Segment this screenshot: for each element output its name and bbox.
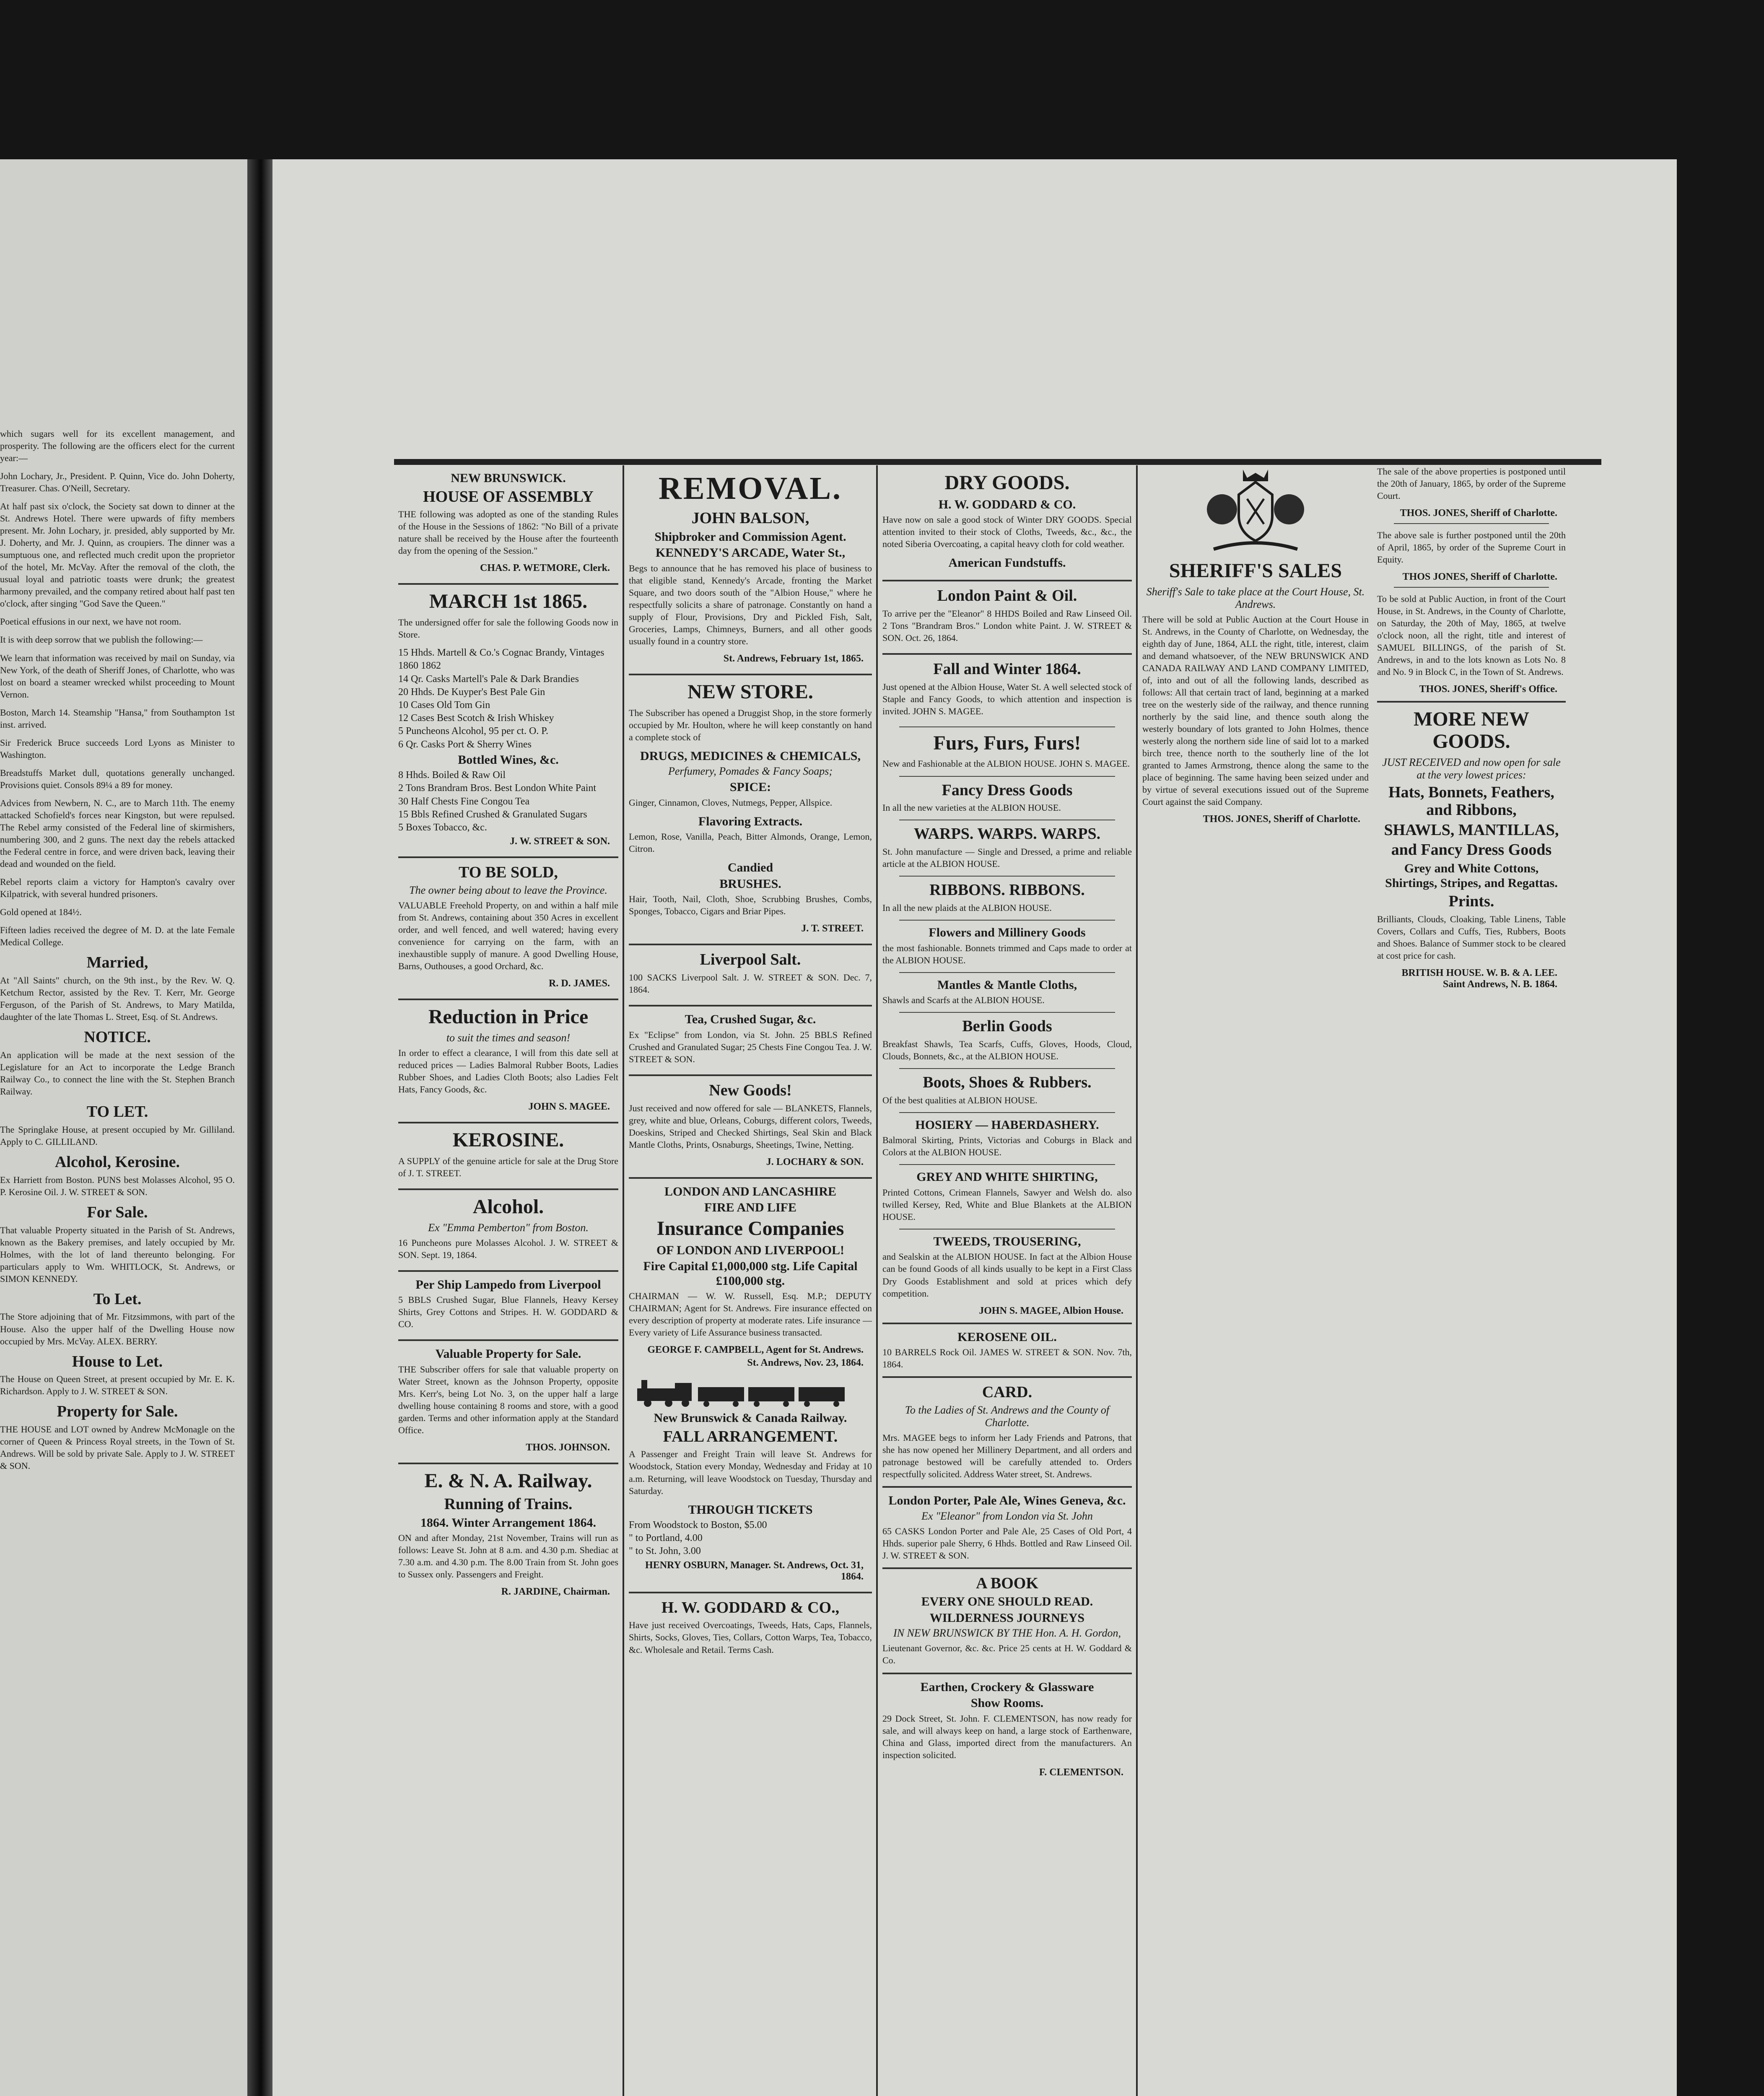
goddard-ad — [629, 1599, 872, 1656]
warps-heading: WARPS. WARPS. WARPS. — [913, 825, 1101, 843]
flowers-text: the most fashionable. Bonnets trimmed and Caps made to order at the ALBION HOUSE. — [882, 942, 1132, 965]
hosiery-text: Balmoral Skirting, Prints, Victorias and Coburgs in Black and Colors at the ALBION HOUSE. — [882, 1135, 1132, 1158]
wilderness-sub: IN NEW BRUNSWICK BY THE Hon. A. H. Gordon, — [893, 1627, 1121, 1639]
notice-heading: NOTICE. — [84, 1028, 151, 1046]
boots-text: Of the best qualities at ALBION HOUSE. — [882, 1095, 1038, 1105]
left-paragraph: Sir Frederick Bruce succeeds Lord Lyons as Minister to Washington. — [0, 737, 235, 760]
alcohol-heading: Alcohol, Kerosine. — [54, 1153, 180, 1171]
thin-separator — [899, 876, 1115, 877]
tea-text: Ex "Eclipse" from London, via St. John. 25 BBLS Refined Crushed and Granulated Sugar; 25 Chests Fine Congou Tea. J. W. STREET & SON. — [629, 1029, 872, 1064]
alcohol-sub: Ex "Emma Pemberton" from Boston. — [428, 1221, 589, 1234]
balson-sub: Shipbroker and Commission Agent. — [654, 529, 846, 544]
page-gutter — [247, 159, 272, 2096]
brushes-signature: J. T. STREET. — [801, 923, 864, 934]
fares-heading: THROUGH TICKETS — [688, 1502, 813, 1517]
auction-signature: THOS. JONES, Sheriff's Office. — [1419, 684, 1557, 695]
separator — [629, 1074, 872, 1076]
separator — [398, 856, 618, 858]
separator — [398, 1270, 618, 1272]
to-let-heading: TO LET. — [86, 1103, 148, 1121]
mantles-text: Shawls and Scarfs at the ALBION HOUSE. — [882, 995, 1045, 1006]
separator — [629, 1005, 872, 1006]
sheriff-sales-sub: Sheriff's Sale to take place at the Court House, St. Andrews. — [1146, 585, 1365, 610]
march-heading: MARCH 1st 1865. — [429, 590, 588, 613]
notice-text: An application will be made at the next session of the Legislature for an Act to incorporate the Ledge Branch Railway Co., to connect the line with the St. Stephen Branch Railway. — [0, 1049, 235, 1097]
reduction-sub: to suit the times and season! — [446, 1032, 571, 1044]
flavoring-heading: Flavoring Extracts. — [698, 814, 803, 828]
goddard-heading: H. W. GODDARD & CO., — [661, 1598, 840, 1616]
new-goods-heading: New Goods! — [709, 1081, 792, 1099]
separator — [398, 1122, 618, 1123]
removal-text: Begs to announce that he has removed his place of business to that eligible stand, Kennedy's Arcade, fronting the Market Square, and two doors south of the "Albion House," where he respectfully solicits a share of patronage. Constantly on hand a supply of Flour, Provisions, Dry and Pickled Fish, Salt, Groceries, Lamps, Chimneys, Burners, and all other goods usually found in a country store. — [629, 563, 872, 646]
railway-fall-ad — [629, 1411, 872, 1582]
march-item: 2 Tons Brandram Bros. Best London White Paint — [398, 783, 597, 794]
insurance-signature: GEORGE F. CAMPBELL, Agent for St. Andrews. — [647, 1344, 864, 1356]
brushes-text: Hair, Tooth, Nail, Cloth, Shoe, Scrubbing Brushes, Combs, Sponges, Tobacco, Cigars and Briar Pipes. — [629, 894, 872, 917]
thin-separator — [899, 1164, 1115, 1165]
earthenware-sub: Show Rooms. — [970, 1696, 1044, 1710]
kerosene-oil-text: 10 BARRELS Rock Oil. JAMES W. STREET & SON. Nov. 7th, 1864. — [882, 1347, 1132, 1370]
berlin-heading: Berlin Goods — [962, 1017, 1052, 1035]
valuable-property-signature: THOS. JOHNSON. — [526, 1442, 610, 1453]
fare-line: From Woodstock to Boston, $5.00 — [629, 1520, 767, 1531]
drugs-heading: DRUGS, MEDICINES & CHEMICALS, — [640, 749, 861, 763]
hosiery-heading: HOSIERY — HABERDASHERY. — [915, 1118, 1099, 1132]
royal-coat-of-arms-icon — [1201, 470, 1310, 558]
left-paragraph: John Lochary, Jr., President. P. Quinn, Vice do. John Doherty, Treasurer. Chas. O'Neill, Secretary. — [0, 471, 235, 494]
new-goods-ad — [629, 1082, 872, 1168]
thin-separator — [899, 726, 1115, 727]
fancy-dress-heading: Fancy Dress Goods — [942, 781, 1073, 799]
sheriff-sales-signature: THOS. JONES, Sheriff of Charlotte. — [1203, 814, 1360, 825]
thin-separator — [1394, 587, 1549, 588]
separator — [882, 1486, 1132, 1488]
reduction-signature: JOHN S. MAGEE. — [528, 1101, 610, 1113]
thin-separator — [899, 1068, 1115, 1069]
prints-line: Prints. — [1448, 892, 1494, 911]
goddard-text: Have just received Overcoatings, Tweeds, Hats, Caps, Flannels, Shirts, Socks, Gloves, Ties, Collars, Cotton Warps, Tea, Tobacco, &c. Wholesale and Retail. Terms Cash. — [629, 1620, 872, 1655]
boots-heading: Boots, Shoes & Rubbers. — [923, 1073, 1092, 1091]
postponed-1-signature: THOS. JONES, Sheriff of Charlotte. — [1400, 508, 1557, 519]
warps-text: St. John manufacture — Single and Dressed, a prime and reliable article at the ALBION HOUSE. — [882, 846, 1132, 869]
salt-ad — [629, 951, 872, 996]
locomotive-icon — [629, 1378, 864, 1407]
to-be-sold-ad — [398, 864, 618, 989]
grey-cottons-line: Grey and White Cottons, Shirtings, Stripes, and Regattas. — [1385, 861, 1558, 890]
for-sale-text: That valuable Property situated in the Parish of St. Andrews, known as the Bakery premises, and lately occupied by Mr. Holmes, with the lot of land thereunto belonging. For particulars apply to Wm. WHITLOCK, St. Andrews, or SIMON KENNEDY. — [0, 1224, 235, 1284]
separator — [629, 1177, 872, 1179]
alcohol-heading: Alcohol. — [472, 1195, 544, 1218]
separator — [882, 580, 1132, 581]
card-text: Mrs. MAGEE begs to inform her Lady Friends and Patrons, that she has now opened her Millinery Department, and all orders and patronage bestowed will be carefully attended to. Orders respectfully solicited. Address Water street, St. Andrews. — [882, 1432, 1132, 1480]
separator — [882, 653, 1132, 655]
left-page — [0, 159, 247, 2096]
to-let-2-text: The Store adjoining that of Mr. Fitzsimmons, with part of the House. Also the upper half of the Dwelling House now occupied by Mrs. McVay. ALEX. BERRY. — [0, 1311, 235, 1346]
porter-sub: Ex "Eleanor" from London via St. John — [921, 1510, 1093, 1522]
left-paragraph: Advices from Newbern, N. C., are to March 11th. The enemy attacked Schofield's forces near Kingston, but were repulsed. The Rebel army consisted of the Federal line of skirmishers, numbering 300, and 2 guns. The next day the rebels attacked the Federal centre in force, and were driven back, leaving their dead and wounded on the field. — [0, 797, 235, 869]
house-to-let-text: The House on Queen Street, at present occupied by Mr. E. K. Richardson. Apply to J. W. STREET & SON. — [0, 1374, 235, 1397]
march-item: 20 Hhds. De Kuyper's Best Pale Gin — [398, 686, 545, 698]
thin-separator — [899, 1012, 1115, 1013]
shawls-line: SHAWLS, MANTILLAS, — [1384, 821, 1559, 839]
paint-ad — [882, 587, 1132, 644]
fall-winter-ad — [882, 661, 1132, 717]
salt-text: 100 SACKS Liverpool Salt. J. W. STREET & SON. Dec. 7, 1864. — [629, 972, 872, 995]
separator — [882, 1567, 1132, 1569]
reduction-heading: Reduction in Price — [428, 1006, 589, 1028]
separator — [882, 1673, 1132, 1674]
new-store-heading: NEW STORE. — [687, 680, 813, 703]
running-heading: Running of Trains. — [444, 1495, 573, 1513]
grey-shirting-heading: GREY AND WHITE SHIRTING, — [916, 1170, 1098, 1184]
fare-line: " to Portland, 4.00 — [629, 1533, 703, 1544]
kerosine-text: A SUPPLY of the genuine article for sale at the Drug Store of J. T. STREET. — [398, 1155, 618, 1178]
more-new-goods-text: Brilliants, Clouds, Cloaking, Table Linens, Table Covers, Collars and Cuffs, Ties, Rubbers, Boots and Shoes. Balance of Summer stock to be cleared at cost price for cash. — [1377, 913, 1566, 961]
assembly-text: THE following was adopted as one of the standing Rules of the House in the Sessions of 1862: "No Bill of a private nature shall be received by the House after the fourteenth day from the opening of the Session." — [398, 509, 618, 556]
wilderness-text: Lieutenant Governor, &c. &c. Price 25 cents at H. W. Goddard & Co. — [882, 1643, 1132, 1666]
left-paragraph: Boston, March 14. Steamship "Hansa," from Southampton 1st inst. arrived. — [0, 707, 235, 730]
separator — [1377, 701, 1566, 703]
tweeds-heading: TWEEDS, TROUSERING, — [933, 1234, 1081, 1248]
reduction-text: In order to effect a clearance, I will from this date sell at reduced prices — Ladies Balmoral Rubber Boots, Ladies Rubber Shoes, and Ladies Cloth Boots; also Ladies Felt Hats, Fancy Goods, &c. — [398, 1048, 618, 1095]
salt-heading: Liverpool Salt. — [700, 951, 801, 969]
book-sub: EVERY ONE SHOULD READ. — [921, 1595, 1093, 1609]
column-3 — [882, 470, 1132, 1780]
railway-ad — [398, 1470, 618, 1598]
nbc-railway-heading: New Brunswick & Canada Railway. — [654, 1411, 847, 1425]
march-item: 8 Hhds. Boiled & Raw Oil — [398, 770, 506, 781]
separator — [398, 1188, 618, 1190]
column-1 — [398, 470, 618, 1607]
column-4 — [1142, 465, 1570, 992]
left-column — [0, 428, 235, 1478]
dry-goods-ad — [882, 472, 1132, 571]
married-text: At "All Saints" church, on the 9th inst., by the Rev. W. Q. Ketchum Rector, assisted by the Rev. T. Kerr, Mr. George Ferguson, of the Parish of St. Andrews, to Mary Matilda, daughter of the late Thomas L. Street, Esq. of St. Andrews. — [0, 975, 235, 1022]
fancy-dress-text: In all the new varieties at the ALBION HOUSE. — [882, 802, 1061, 813]
separator — [882, 1376, 1132, 1378]
march-signature: J. W. STREET & SON. — [510, 836, 610, 847]
fall-arrangement-text: A Passenger and Freight Train will leave St. Andrews for Woodstock, Station every Monday, Wednesday and Friday at 10 a.m. Returning, will leave Woodstock on Tuesday, Thursday and Saturday. — [629, 1449, 872, 1496]
kerosine-heading: KEROSINE. — [452, 1129, 564, 1152]
flavoring-text: Lemon, Rose, Vanilla, Peach, Bitter Almonds, Orange, Lemon, Citron. — [629, 831, 872, 854]
march-item: 5 Boxes Tobacco, &c. — [398, 822, 487, 833]
dry-goods-sub: H. W. GODDARD & CO. — [938, 497, 1076, 511]
thin-separator — [899, 972, 1115, 973]
valuable-property-text: THE Subscriber offers for sale that valuable property on Water Street, known as the Johnson Property, opposite Mrs. Kerr's, being Lot No. 3, on the upper half a large dwelling house containing 8 rooms and store, with a good garden. Terms and other information apply at the Standard Office. — [398, 1364, 618, 1436]
new-store-intro: The Subscriber has opened a Druggist Shop, in the store formerly occupied by Mr. Houlton, where he will keep constantly on hand a complete stock of — [629, 707, 872, 742]
tweeds-signature: JOHN S. MAGEE, Albion House. — [979, 1305, 1123, 1316]
left-paragraph: which sugars well for its excellent management, and prosperity. The following are the officers elect for the current year:— — [0, 428, 235, 464]
separator — [629, 944, 872, 945]
sheriff-notices — [1377, 465, 1566, 992]
candied-heading: Candied — [727, 861, 773, 875]
spice-text: Ginger, Cinnamon, Cloves, Nutmegs, Pepper, Allspice. — [629, 797, 833, 808]
removal-heading: REMOVAL. — [658, 471, 843, 506]
book-heading: A BOOK — [976, 1574, 1038, 1592]
postponed-2-signature: THOS JONES, Sheriff of Charlotte. — [1402, 571, 1557, 583]
ribbons-heading: RIBBONS. RIBBONS. — [929, 881, 1085, 899]
property-for-sale-text: THE HOUSE and LOT owned by Andrew McMonagle on the corner of Queen & Princess Royal streets, in the Town of St. Andrews. Will be sold by private Sale. Apply to J. W. STREET & SON. — [0, 1424, 235, 1471]
masthead-rule — [394, 459, 1601, 465]
column-2 — [629, 470, 872, 1665]
paint-heading: London Paint & Oil. — [937, 586, 1077, 604]
berlin-text: Breakfast Shawls, Tea Scarfs, Cuffs, Gloves, Hoods, Cloud, Clouds, Bonnets, &c., at the ALBION HOUSE. — [882, 1038, 1132, 1061]
sheriff-sales-heading: SHERIFF'S SALES — [1169, 560, 1342, 582]
march-intro: The undersigned offer for sale the following Goods now in Store. — [398, 617, 618, 640]
right-page — [272, 159, 1677, 2096]
march-item: 10 Cases Old Tom Gin — [398, 700, 490, 711]
furs-heading: Furs, Furs, Furs! — [933, 732, 1081, 754]
separator — [629, 1592, 872, 1593]
wilderness-heading: WILDERNESS JOURNEYS — [929, 1611, 1085, 1625]
column-divider — [876, 465, 878, 2096]
reduction-ad — [398, 1006, 618, 1113]
hats-line: Hats, Bonnets, Feathers, and Ribbons, — [1388, 783, 1554, 819]
earthenware-heading: Earthen, Crockery & Glassware — [920, 1680, 1094, 1694]
insurance-line-2: FIRE AND LIFE — [704, 1201, 797, 1215]
flowers-heading: Flowers and Millinery Goods — [929, 926, 1086, 940]
mantles-heading: Mantles & Mantle Cloths, — [937, 978, 1077, 992]
winter-heading: 1864. Winter Arrangement 1864. — [420, 1515, 597, 1530]
kerosine-ad — [398, 1129, 618, 1179]
thin-separator — [899, 1229, 1115, 1230]
spice-heading: SPICE: — [729, 780, 771, 794]
separator — [629, 674, 872, 675]
fall-winter-text: Just opened at the Albion House, Water St. A well selected stock of Staple and Fancy Goods, to which attention and inspection is invited. JOHN S. MAGEE. — [882, 681, 1132, 716]
alcohol-ad — [398, 1196, 618, 1261]
column-divider — [623, 465, 624, 2096]
march-item: 30 Half Chests Fine Congou Tea — [398, 796, 530, 807]
tea-ad — [629, 1012, 872, 1065]
fall-arrangement-heading: FALL ARRANGEMENT. — [663, 1427, 838, 1445]
auction-text: To be sold at Public Auction, in front of the Court House, in St. Andrews, in the County of Charlotte, on Saturday, the 20th of May, 1865, at twelve o'clock noon, all the right, title and interest of SAMUEL BILLINGS, of the parish of St. Andrews, in and to the lots known as Lots No. 8 and No. 9 in Block C, in the Town of St. Andrews. — [1377, 594, 1566, 677]
march-item: 15 Bbls Refined Crushed & Granulated Sugars — [398, 809, 587, 820]
assembly-title: HOUSE OF ASSEMBLY — [423, 488, 594, 506]
removal-date: St. Andrews, February 1st, 1865. — [723, 653, 864, 664]
insurance-text: CHAIRMAN — W. W. Russell, Esq. M.P.; DEPUTY CHAIRMAN; Agent for St. Andrews. Fire insurance effected on every description of property at moderate rates. Life insurance — Every variety of Life Assurance business transacted. — [629, 1291, 872, 1338]
insurance-line-4: OF LONDON AND LIVERPOOL! — [656, 1243, 845, 1257]
to-let-2-heading: To Let. — [93, 1290, 142, 1308]
married-heading: Married, — [86, 954, 148, 972]
more-new-goods-signature: BRITISH HOUSE. W. B. & A. LEE. Saint Andrews, N. B. 1864. — [1401, 968, 1557, 990]
march-item: 6 Qr. Casks Port & Sherry Wines — [398, 739, 532, 750]
more-new-goods-heading: MORE NEW GOODS. — [1414, 708, 1529, 753]
fare-line: " to St. John, 3.00 — [629, 1546, 701, 1557]
column-divider — [1136, 465, 1138, 2096]
thin-separator — [1394, 523, 1549, 524]
house-of-assembly-notice — [398, 471, 618, 574]
porter-heading: London Porter, Pale Ale, Wines Geneva, &c. — [888, 1494, 1126, 1508]
porter-text: 65 CASKS London Porter and Pale Ale, 25 Cases of Old Port, 4 Hhds. superior pale Sherry, 6 Hhds. Bottled and Raw Linseed Oil. J. W. STREET & SON. — [882, 1525, 1132, 1561]
sheriff-sales-text: There will be sold at Public Auction at the Court House in St. Andrews, in the County of Charlotte, on Wednesday, the eighth day of June, 1864, ALL the right, title, interest, claim and demand whatsoever, of the NEW BRUNSWICK AND CANADA RAILWAY AND LAND COMPANY LIMITED, of, into and out of all the following lands, described as follows: All that certain tract of land, beginning at a marked tree on the westerly side of the railway, and thence running northerly by the said line, and thence south along the westerly boundary of lots granted to John Holmes, thence westerly along the northern side line of said lot to a marked birch tree, thence north to the southerly line of the lot granted to James Armstrong, thence along the same to the place of beginning. The same having been seized under and by virtue of several executions issued out of the Supreme Court against the said Company. — [1142, 614, 1369, 807]
fancy-goods-line: and Fancy Dress Goods — [1391, 841, 1552, 859]
ribbons-text: In all the new plaids at the ALBION HOUSE. — [882, 902, 1052, 913]
left-paragraph: Gold opened at 184½. — [0, 907, 82, 918]
alcohol-text: 16 Puncheons pure Molasses Alcohol. J. W. STREET & SON. Sept. 19, 1864. — [398, 1237, 618, 1260]
paint-text: To arrive per the "Eleanor" 8 HHDS Boiled and Raw Linseed Oil. 2 Tons "Brandram Bros." London white Paint. J. W. STREET & SON. Oct. 26, 1864. — [882, 608, 1132, 643]
march-item: 15 Hhds. Martell & Co.'s Cognac Brandy, Vintages 1860 1862 — [398, 647, 604, 672]
arcade-heading: KENNEDY'S ARCADE, Water St., — [655, 546, 846, 560]
dry-goods-text: Have now on sale a good stock of Winter DRY GOODS. Special attention invited to their stock of Cloths, Tweeds, &c., &c., the noted Siberia Overcoating, a capital heavy cloth for cold weather. — [882, 514, 1132, 550]
separator — [398, 1463, 618, 1464]
alcohol-text: Ex Harriett from Boston. PUNS best Molasses Alcohol, 95 O. P. Kerosine Oil. J. W. STREET & SON. — [0, 1174, 235, 1197]
left-paragraph: It is with deep sorrow that we publish the following:— — [0, 634, 203, 645]
lampedo-heading: Per Ship Lampedo from Liverpool — [415, 1277, 601, 1292]
tweeds-text: and Sealskin at the ALBION HOUSE. In fact at the Albion House can be found Goods of all kinds usually to be kept in a First Class Dry Goods Establishment and sold at prices which defy competition. — [882, 1251, 1132, 1299]
postponed-notice-2: The above sale is further postponed until the 20th of April, 1865, by order of the Supreme Court in Equity. — [1377, 530, 1566, 565]
balson-heading: JOHN BALSON, — [691, 509, 809, 527]
thin-separator — [899, 920, 1115, 921]
card-sub: To the Ladies of St. Andrews and the County of Charlotte. — [905, 1403, 1110, 1429]
dry-goods-heading: DRY GOODS. — [944, 472, 1070, 494]
to-be-sold-signature: R. D. JAMES. — [548, 978, 610, 989]
card-heading: CARD. — [982, 1383, 1032, 1401]
lampedo-text: 5 BBLS Crushed Sugar, Blue Flannels, Heavy Kersey Shirts, Grey Cottons and Stripes. H. W. GODDARD & CO. — [398, 1294, 618, 1330]
thin-separator — [899, 1112, 1115, 1113]
kerosene-oil-heading: KEROSENE OIL. — [957, 1330, 1057, 1344]
march-goods-ad — [398, 591, 618, 847]
fall-winter-heading: Fall and Winter 1864. — [933, 660, 1081, 678]
grey-shirting-text: Printed Cottons, Crimean Flannels, Sawyer and Welsh do. also twilled Kersey, Red, White and Blue Blankets at the ALBION HOUSE. — [882, 1187, 1132, 1222]
left-paragraph: Poetical effusions in our next, we have not room. — [0, 616, 182, 627]
for-sale-heading: For Sale. — [87, 1203, 148, 1221]
lampedo-ad — [398, 1278, 618, 1331]
postponed-notice-1: The sale of the above properties is postponed until the 20th of January, 1865, by order of the Supreme Court. — [1377, 466, 1566, 501]
to-be-sold-text: VALUABLE Freehold Property, on and within a half mile from St. Andrews, containing about 350 Acres in excellent order, and well fenced, and well watered; having every convenience for carrying on the farm, with an inexhaustible supply of manure. A good Dwelling House, Barns, Outhouses, a good Orchard, &c. — [398, 900, 618, 972]
new-goods-text: Just received and now offered for sale — BLANKETS, Flannels, grey, white and blue, Orleans, Coburgs, different colors, Tweeds, Doeskins, Striped and Checked Shirtings, Seal Skin and Black Mantle Cloths, Prints, Osnaburgs, Sheetings, Twine, Netting. — [629, 1102, 872, 1150]
new-store-ad — [629, 681, 872, 935]
separator — [882, 1323, 1132, 1324]
new-goods-signature: J. LOCHARY & SON. — [766, 1156, 864, 1167]
to-be-sold-sub: The owner being about to leave the Province. — [409, 884, 607, 897]
insurance-heading: Insurance Companies — [656, 1217, 844, 1240]
separator — [398, 999, 618, 1000]
fall-signature: HENRY OSBURN, Manager. St. Andrews, Oct. 31, 1864. — [645, 1559, 864, 1582]
left-paragraph: Fifteen ladies received the degree of M. D. at the late Female Medical College. — [0, 925, 235, 948]
house-to-let-heading: House to Let. — [72, 1352, 163, 1370]
left-paragraph: At half past six o'clock, the Society sat down to dinner at the St. Andrews Hotel. There were upwards of fifty members present. Mr. John Lochary, jr. presided, ably supported by Mr. J. Doherty, and Mr. J. Quinn, as croupiers. The dinner was a sumptuous one, and reflected much credit upon the proprietor of the hotel, Mr. McVay. After the removal of the cloth, the usual loyal and patriotic toasts were drunk; the greatest harmony prevailed, and the company retired about half past ten o'clock, after singing "God Save the Queen." — [0, 501, 235, 609]
separator — [398, 583, 618, 585]
earthenware-text: 29 Dock Street, St. John. F. CLEMENTSON, has now ready for sale, and will always keep on hand, a large stock of Earthenware, China and Glass, imported direct from the manufacturers. An inspection solicited. — [882, 1713, 1132, 1760]
insurance-ad — [629, 1185, 872, 1369]
earthenware-signature: F. CLEMENTSON. — [1039, 1767, 1123, 1778]
march-item: 12 Cases Best Scotch & Irish Whiskey — [398, 713, 554, 724]
valuable-property-heading: Valuable Property for Sale. — [435, 1347, 581, 1361]
thin-separator — [899, 776, 1115, 777]
brushes-heading: BRUSHES. — [719, 877, 781, 891]
march-item-heading: Bottled Wines, &c. — [458, 752, 559, 767]
left-paragraph: We learn that information was received by mail on Sunday, via New York, of the death of Sheriff Jones, of Charlotte, who was lost on board a steamer wrecked whilst proceeding to Mount Vernon. — [0, 652, 235, 700]
assembly-header-small: NEW BRUNSWICK. — [451, 471, 566, 485]
railway-signature: R. JARDINE, Chairman. — [501, 1586, 610, 1598]
property-for-sale-heading: Property for Sale. — [57, 1403, 178, 1421]
tea-heading: Tea, Crushed Sugar, &c. — [685, 1012, 816, 1027]
march-item: 14 Qr. Casks Martell's Pale & Dark Brandies — [398, 673, 579, 685]
insurance-date: St. Andrews, Nov. 23, 1864. — [747, 1357, 864, 1369]
assembly-signature: CHAS. P. WETMORE, Clerk. — [480, 563, 610, 574]
march-item: 5 Puncheons Alcohol, 95 per ct. O. P. — [398, 726, 548, 737]
left-paragraph: Breadstuffs Market dull, quotations generally unchanged. Provisions quiet. Consols 89¼ a 89 for money. — [0, 767, 235, 790]
railway-text: ON and after Monday, 21st November, Trains will run as follows: Leave St. John at 8 a.m. and 4.30 p.m. Shediac at 7.30 a.m. and 4.30 p.m. The 8.00 Train from St. John goes to Sussex only. Passengers and Freight. — [398, 1533, 618, 1580]
insurance-capital: Fire Capital £1,000,000 stg. Life Capital £100,000 stg. — [643, 1259, 858, 1288]
perfumery-line: Perfumery, Pomades & Fancy Soaps; — [668, 765, 833, 778]
railway-heading: E. & N. A. Railway. — [424, 1470, 592, 1492]
more-new-goods-sub: JUST RECEIVED and now open for sale at the very lowest prices: — [1382, 756, 1561, 781]
removal-ad — [629, 472, 872, 664]
sheriff-sales-ad — [1142, 465, 1369, 827]
fundstuffs-heading: American Fundstuffs. — [948, 556, 1066, 570]
valuable-property-ad — [398, 1347, 618, 1453]
left-paragraph: Rebel reports claim a victory for Hampton's cavalry over Kilpatrick, with several hundred prisoners. — [0, 877, 235, 900]
separator — [398, 1339, 618, 1341]
furs-text: New and Fashionable at the ALBION HOUSE. JOHN S. MAGEE. — [882, 758, 1130, 769]
insurance-line-1: LONDON AND LANCASHIRE — [664, 1184, 837, 1198]
to-be-sold-heading: TO BE SOLD, — [459, 864, 558, 882]
to-let-text: The Springlake House, at present occupied by Mr. Gilliland. Apply to C. GILLILAND. — [0, 1124, 235, 1147]
